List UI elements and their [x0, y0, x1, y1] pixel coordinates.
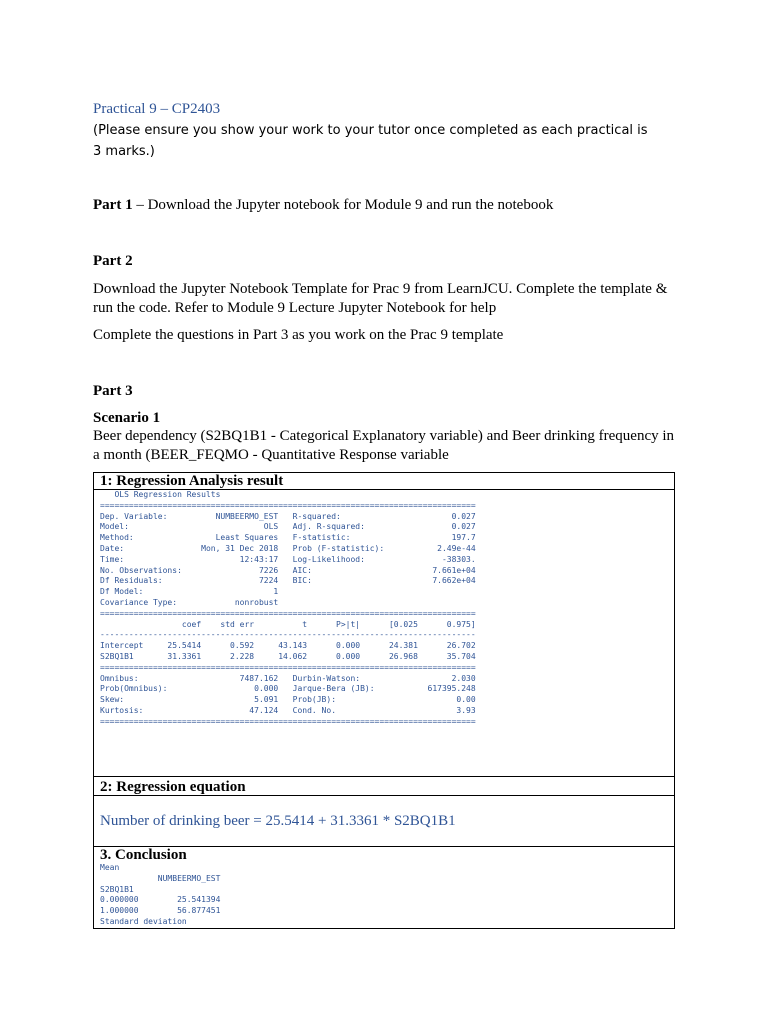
table-row	[94, 777, 675, 796]
part2-label: Part 2	[93, 253, 133, 269]
table-cell	[94, 777, 675, 796]
scenario-label: Scenario 1	[93, 410, 161, 426]
table-cell	[94, 473, 675, 490]
regression-equation: Number of drinking beer = 25.5414 + 31.3361 * S2BQ1B1	[100, 812, 456, 829]
conclusion-output: Mean NUMBEERMO_EST S2BQ1B1 0.000000 25.541394 1.000000 56.877451 Standard deviation	[100, 863, 221, 926]
ols-output: OLS Regression Results ============================================================================== Dep. Variable: NUMBEERMO_EST R-squared: 0.027 Model: OLS Adj. R-squared: 0.027 Method: Least Squares F-statistic: 197.7 Date: Mon, 31 Dec 2018 Prob (F-statistic): 2.49e-44 Time: 12:43:17 Log-Likelihood: -38303. No. Observations: 7226 AIC: 7.661e+04 Df Residuals: 7224 BIC: 7.662e+04 Df Model: 1 Covariance Type: nonrobust ============================================================================== coef std err t P>|t| [0.025 0.975] ------------------------------------------------------------------------------ Intercept 25.5414 0.592 43.143 0.000 24.381 26.702 S2BQ1B1 31.3361 2.228 14.062 0.000 26.968 35.704 ============================================================================== Omnibus: 7487.162 Durbin-Watson: 2.030 Prob(Omnibus): 0.000 Jarque-Bera (JB): 617395.248 Skew: 5.091 Prob(JB): 0.00 Kurtosis: 47.124 Cond. No. 3.93 ==============================================================================	[100, 490, 476, 726]
table-cell	[94, 847, 675, 929]
table-row	[94, 796, 675, 847]
page-title: Practical 9 – CP2403	[93, 101, 221, 117]
table-cell	[94, 796, 675, 847]
table-row	[94, 490, 675, 777]
section-header: 3. Conclusion	[100, 847, 187, 863]
table-row	[94, 847, 675, 929]
results-table	[93, 472, 675, 929]
part1-label: Part 1	[93, 197, 133, 213]
table-cell	[94, 490, 675, 777]
part2-text-2: Complete the questions in Part 3 as you work on the Prac 9 template	[93, 327, 504, 343]
part1-text: – Download the Jupyter notebook for Module 9 and run the notebook	[132, 197, 554, 213]
part1-paragraph	[93, 196, 553, 215]
table-row	[94, 473, 675, 490]
instruction-note: (Please ensure you show your work to your tutor once completed as each practical is 3 marks.)	[93, 123, 648, 159]
part3-label: Part 3	[93, 383, 133, 399]
section-header: 1: Regression Analysis result	[100, 473, 284, 489]
scenario-description: Beer dependency (S2BQ1B1 - Categorical Explanatory variable) and Beer drinking frequency in a month (BEER_FEQMO - Quantitative Response variable	[93, 428, 675, 463]
part2-text: Download the Jupyter Notebook Template for Prac 9 from LearnJCU. Complete the template & run the code. Refer to Module 9 Lecture Jupyter Notebook for help	[93, 281, 668, 316]
document-page	[93, 100, 675, 926]
section-header: 2: Regression equation	[100, 779, 246, 795]
